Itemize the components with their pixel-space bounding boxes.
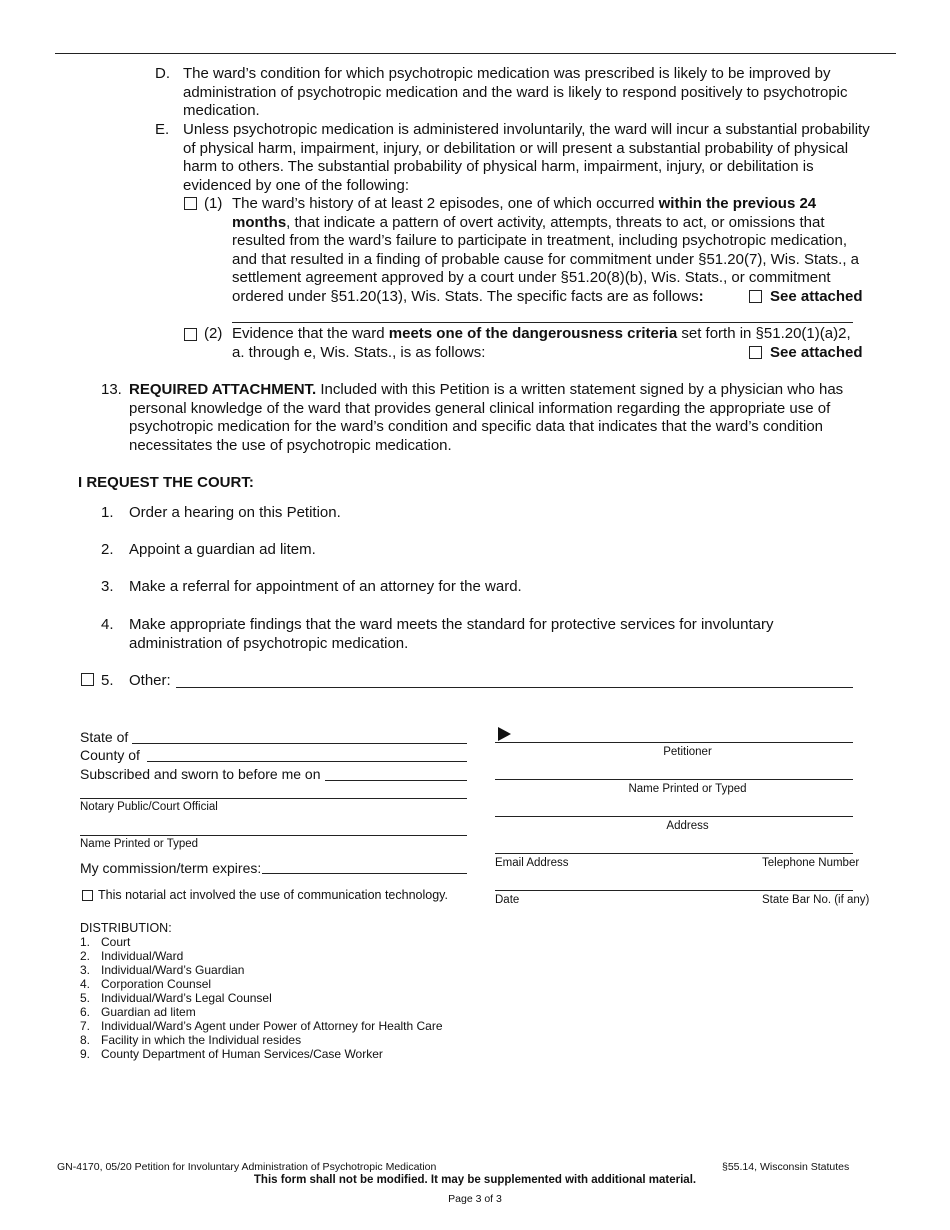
request-4-number: 4.: [101, 616, 114, 633]
e2-text-line2: a. through e, Wis. Stats., is as follows:: [232, 344, 486, 361]
e2-number: (2): [204, 325, 223, 342]
state-of-label: State of: [80, 729, 129, 745]
distribution-item: 9. County Department of Human Services/Case Worker: [80, 1047, 383, 1061]
e1-colon: :: [698, 287, 704, 305]
e1-text-bold: within the previous 24 months: [232, 195, 817, 231]
request-2-number: 2.: [101, 541, 114, 558]
petitioner-signature-line[interactable]: [495, 742, 853, 743]
e2-see-attached-checkbox[interactable]: [749, 346, 762, 359]
e2-checkbox[interactable]: [184, 328, 197, 341]
request-heading: I REQUEST THE COURT:: [78, 474, 254, 491]
e1-text-a: The ward’s history of at least 2 episodes, one of which occurred: [232, 195, 659, 212]
request-5-checkbox[interactable]: [81, 673, 94, 686]
distribution-heading: DISTRIBUTION:: [80, 921, 172, 935]
request-5-label: Other:: [129, 672, 171, 689]
email-phone-line[interactable]: [495, 853, 853, 854]
footer-form-id: GN-4170, 05/20 Petition for Involuntary Administration of Psychotropic Medication: [57, 1161, 437, 1173]
address-line[interactable]: [495, 816, 853, 817]
footer-statute: §55.14, Wisconsin Statutes: [722, 1161, 850, 1173]
item-13-body: Included with this Petition is a written statement signed by a physician who has personal knowledge of the ward that provides general clinical information regarding the appropriate use of psychotropic medication for the ward’s condition and specific data that indicates that the ward’s condition necessitates the use of psychotropic medication.: [129, 381, 844, 454]
distribution-item: 4. Corporation Counsel: [80, 977, 212, 991]
request-3-number: 3.: [101, 578, 114, 595]
petitioner-name-label: Name Printed or Typed: [628, 783, 747, 795]
request-1-number: 1.: [101, 504, 114, 521]
e1-see-attached-checkbox[interactable]: [749, 290, 762, 303]
distribution-item: 5. Individual/Ward’s Legal Counsel: [80, 991, 272, 1005]
subscribed-label: Subscribed and sworn to before me on: [80, 766, 321, 782]
top-rule: [55, 53, 896, 54]
petitioner-name-line[interactable]: [495, 779, 853, 780]
e2-text-line1: [232, 325, 912, 344]
item-e-letter: E.: [155, 121, 170, 138]
item-e-text: Unless psychotropic medication is administered involuntarily, the ward will incur a substantial probability of physical harm, impairment, injury, or debilitation or will present a substantial probability of physical harm to others. The substantial probability of physical harm, impairment, injury, or debilitation is evidenced by one of the following:: [183, 121, 870, 194]
date-line[interactable]: [495, 890, 853, 891]
footer-notice: This form shall not be modified. It may be supplemented with additional material.: [253, 1174, 697, 1186]
e1-see-attached-label: See attached: [770, 288, 863, 305]
notary-official-label: Notary Public/Court Official: [80, 801, 218, 813]
e1-facts-line[interactable]: [232, 322, 853, 323]
request-5-number: 5.: [101, 672, 114, 689]
item-d-letter: D.: [155, 65, 170, 82]
distribution-item: 3. Individual/Ward’s Guardian: [80, 963, 245, 977]
e1-number: (1): [204, 195, 223, 212]
e1-checkbox[interactable]: [184, 197, 197, 210]
request-1-text: Order a hearing on this Petition.: [129, 504, 341, 521]
e2-text-a: Evidence that the ward: [232, 325, 389, 342]
e1-text-b: , that indicate a pattern of overt activity, attempts, threats to act, or omissions that resulted from the ward’s failure to participate in treatment, including psychotropic medication, and that resulted in a finding of probable cause for commitment under §51.20(7), Wis. Stats., a settlement agreement approved by a court under §51.20(8)(b), Wis. Stats., or commitment ordered under §51.20(13), Wis. Stats. The specific facts are as follows: [232, 213, 860, 305]
tech-label: This notarial act involved the use of communication technology.: [98, 888, 448, 902]
item-13-title: REQUIRED ATTACHMENT.: [129, 381, 317, 398]
notary-name-label: Name Printed or Typed: [80, 838, 199, 850]
item-13-number: 13.: [101, 381, 122, 398]
distribution-item: 2. Individual/Ward: [80, 949, 184, 963]
subscribed-line[interactable]: [325, 780, 467, 781]
request-3-text: Make a referral for appointment of an attorney for the ward.: [129, 578, 522, 595]
state-bar-label: State Bar No. (if any): [762, 894, 870, 906]
distribution-item: 7. Individual/Ward’s Agent under Power of Attorney for Health Care: [80, 1019, 443, 1033]
commission-label: My commission/term expires:: [80, 860, 262, 876]
signature-arrow-icon: [498, 727, 511, 741]
notary-signature-line[interactable]: [80, 798, 467, 799]
address-label: Address: [666, 820, 709, 832]
distribution-item: 6. Guardian ad litem: [80, 1005, 196, 1019]
request-other-line[interactable]: [176, 687, 853, 688]
petitioner-label: Petitioner: [663, 746, 712, 758]
request-2-text: Appoint a guardian ad litem.: [129, 541, 316, 558]
distribution-list: [80, 935, 500, 1061]
telephone-label: Telephone Number: [762, 857, 860, 869]
request-4-text: Make appropriate findings that the ward meets the standard for protective services for involuntary administration of psychotropic medication.: [129, 616, 774, 652]
e2-text-b: set forth in §51.20(1)(a)2,: [677, 325, 851, 342]
item-d-text: The ward’s condition for which psychotropic medication was prescribed is likely to be improved by administration of psychotropic medication and the ward is likely to respond positively to psychotropic medication.: [183, 65, 848, 119]
date-label: Date: [495, 894, 520, 906]
e2-see-attached-label: See attached: [770, 344, 863, 361]
e2-text-bold: meets one of the dangerousness criteria: [388, 325, 678, 342]
commission-line[interactable]: [262, 873, 467, 874]
county-of-label: County of: [80, 747, 140, 763]
distribution-item: 8. Facility in which the Individual resides: [80, 1033, 302, 1047]
tech-checkbox[interactable]: [82, 890, 93, 901]
state-of-line[interactable]: [132, 743, 467, 744]
item-13-text: [129, 381, 879, 455]
email-label: Email Address: [495, 857, 569, 869]
notary-name-line[interactable]: [80, 835, 467, 836]
county-of-line[interactable]: [147, 761, 467, 762]
footer-page: Page 3 of 3: [448, 1193, 502, 1205]
distribution-item: 1. Court: [80, 935, 131, 949]
